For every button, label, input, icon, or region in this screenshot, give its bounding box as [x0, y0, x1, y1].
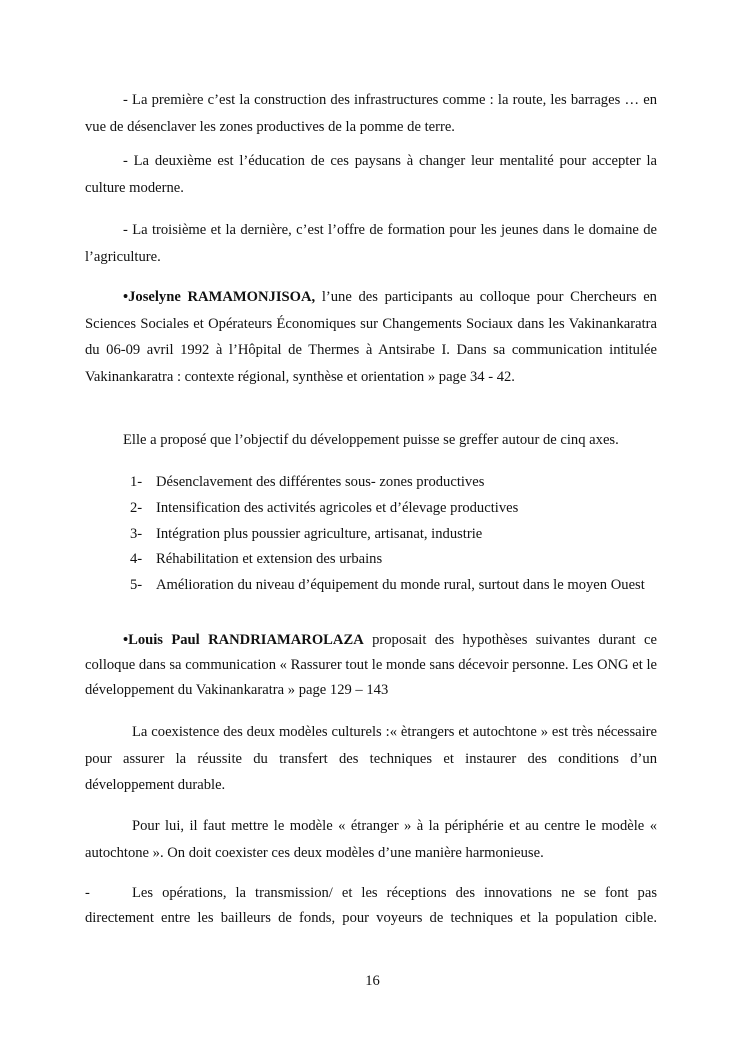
paragraph-infrastructure: - La première c’est la construction des infrastructures comme : la route, les barrages … en vue de désenclaver les zones productives de la pomme de terre.	[85, 92, 657, 135]
list-text: Réhabilitation et extension des urbains	[156, 551, 383, 568]
paragraph-operations	[85, 881, 657, 930]
list-item	[130, 573, 657, 599]
paragraph-formation: - La troisième et la dernière, c’est l’offre de formation pour les jeunes dans le domaine de l’agriculture.	[85, 222, 657, 265]
paragraph-education: - La deuxième est l’éducation de ces paysans à changer leur mentalité pour accepter la culture moderne.	[85, 153, 657, 196]
list-number: 4-	[130, 551, 143, 568]
list-text: Amélioration du niveau d’équipement du monde rural, surtout dans le moyen Ouest	[156, 577, 645, 594]
list-text: Intensification des activités agricoles et d’élevage productives	[156, 499, 519, 516]
list-number: 5-	[130, 577, 143, 594]
paragraph-coexistence: La coexistence des deux modèles culturels :« ètrangers et autochtone » est très nécessaire pour assurer la réussite du transfert des techniques et instaurer des conditions d’un développement durable.	[85, 724, 657, 793]
paragraph-text: l’une des participants au colloque pour Chercheurs en Sciences Sociales et Opérateurs Économiques sur Changements Sociaux dans les Vakinankaratra du 06-09 avril 1992 à l’Hôpital de Thermes à Antsirabe I. Dans sa communication intitulée Vakinankaratra : contexte régional, synthèse et orientation » page 34 - 42.	[85, 289, 657, 385]
list-number: 3-	[130, 525, 143, 542]
author-name: •Joselyne RAMAMONJISOA,	[123, 289, 316, 305]
axes-list	[130, 470, 657, 599]
paragraph-ramamonjisoa	[85, 284, 657, 390]
paragraph-axes-intro: Elle a proposé que l’objectif du développement puisse se greffer autour de cinq axes.	[123, 432, 619, 448]
list-text: Intégration plus poussier agriculture, artisanat, industrie	[156, 525, 483, 542]
list-item	[130, 496, 657, 522]
list-item	[130, 470, 657, 496]
paragraph-randriamarolaza	[85, 628, 657, 702]
list-number: 1-	[130, 474, 143, 490]
list-number: 2-	[130, 499, 143, 516]
paragraph-pour-lui: Pour lui, il faut mettre le modèle « étranger » à la périphérie et au centre le modèle « autochtone ». On doit coexister ces deux modèles d’une manière harmonieuse.	[85, 818, 657, 861]
dash-marker: -	[85, 885, 90, 901]
author-name: •Louis Paul RANDRIAMAROLAZA	[123, 632, 364, 648]
list-item	[130, 547, 657, 573]
paragraph-text: Les opérations, la transmission/ et les réceptions des innovations ne se font pas directement entre les bailleurs de fonds, pour voyeurs de techniques et la population cible.	[85, 885, 657, 926]
list-text: Désenclavement des différentes sous- zones productives	[156, 474, 485, 490]
page-number: 16	[365, 973, 380, 989]
list-item	[130, 522, 657, 548]
paragraph-text: proposait des hypothèses suivantes durant ce colloque dans sa communication « Rassurer tout le monde sans décevoir personne. Les ONG et le développement du Vakinankaratra » page 129 – 143	[85, 632, 657, 698]
